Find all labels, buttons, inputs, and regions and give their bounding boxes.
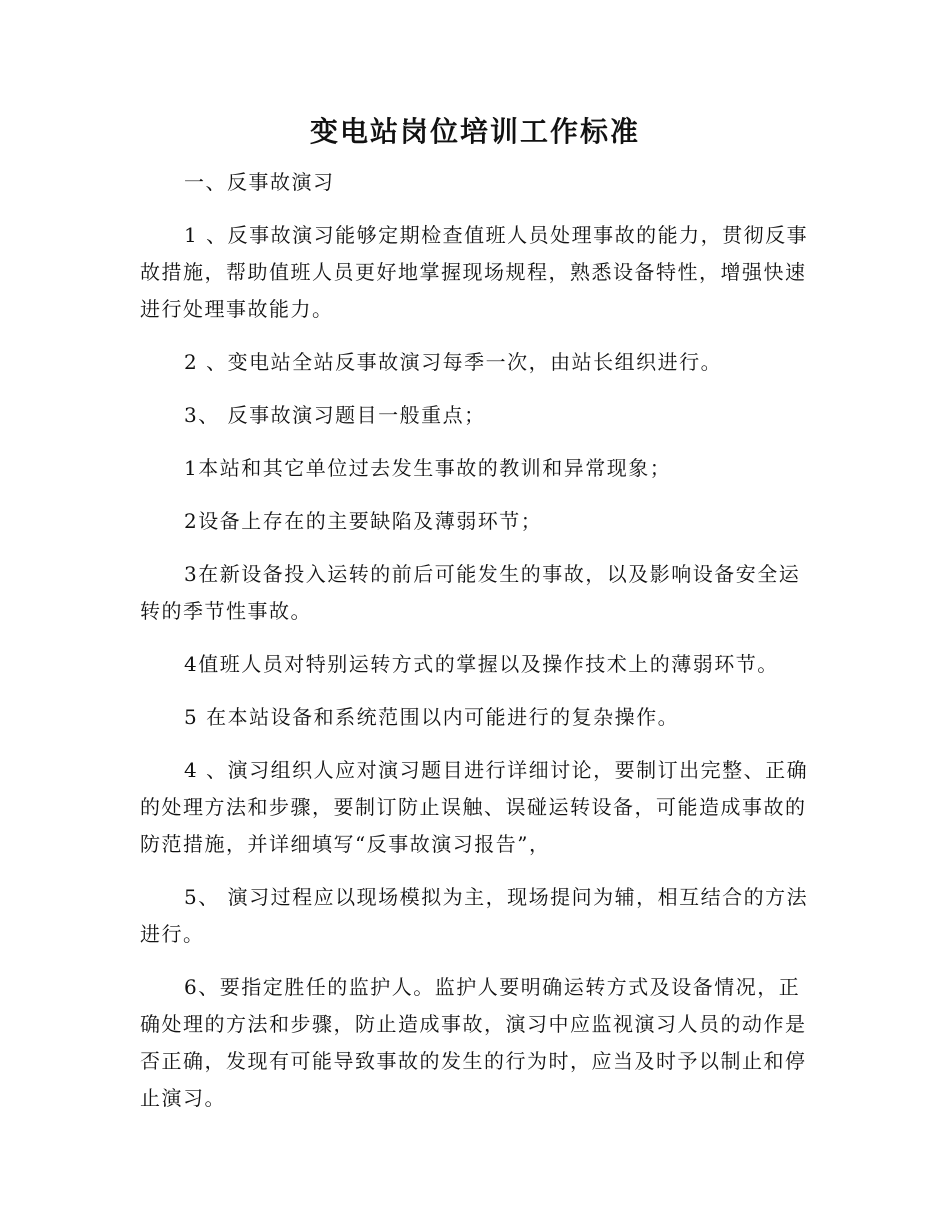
document-body	[140, 164, 812, 1133]
document-title: 变电站岗位培训工作标准	[309, 115, 640, 148]
paragraph: 6、要指定胜任的监护人。监护人要明确运转方式及设备情况，正确处理的方法和步骤，防止造成事故，演习中应监视演习人员的动作是否正确，发现有可能导致事故的发生的行为时，应当及时予以制止和停止演习。	[140, 975, 807, 1110]
paragraph: 3、 反事故演习题目一般重点；	[184, 403, 486, 427]
paragraph: 3在新设备投入运转的前后可能发生的事故，以及影响设备安全运转的季节性事故。	[140, 562, 801, 623]
paragraph: 5 在本站设备和系统范围以内可能进行的复杂操作。	[184, 705, 680, 729]
section-heading: 一、反事故演习	[184, 170, 335, 194]
paragraph: 1本站和其它单位过去发生事故的教训和异常现象；	[184, 456, 672, 480]
paragraph: 4值班人员对特别运转方式的掌握以及操作技术上的薄弱环节。	[184, 652, 779, 676]
paragraph: 1 、反事故演习能够定期检查值班人员处理事故的能力，贯彻反事故措施，帮助值班人员更好地掌握现场规程，熟悉设备特性，增强快速进行处理事故能力。	[140, 223, 809, 321]
paragraph: 4 、演习组织人应对演习题目进行详细讨论，要制订出完整、正确的处理方法和步骤，要制订防止误触、误碰运转设备，可能造成事故的防范措施，并详细填写“反事故演习报告”，	[140, 758, 809, 856]
paragraph: 2设备上存在的主要缺陷及薄弱环节；	[184, 509, 543, 533]
paragraph: 2 、变电站全站反事故演习每季一次，由站长组织进行。	[184, 350, 723, 374]
paragraph: 5、 演习过程应以现场模拟为主，现场提问为辅，相互结合的方法进行。	[140, 885, 809, 946]
